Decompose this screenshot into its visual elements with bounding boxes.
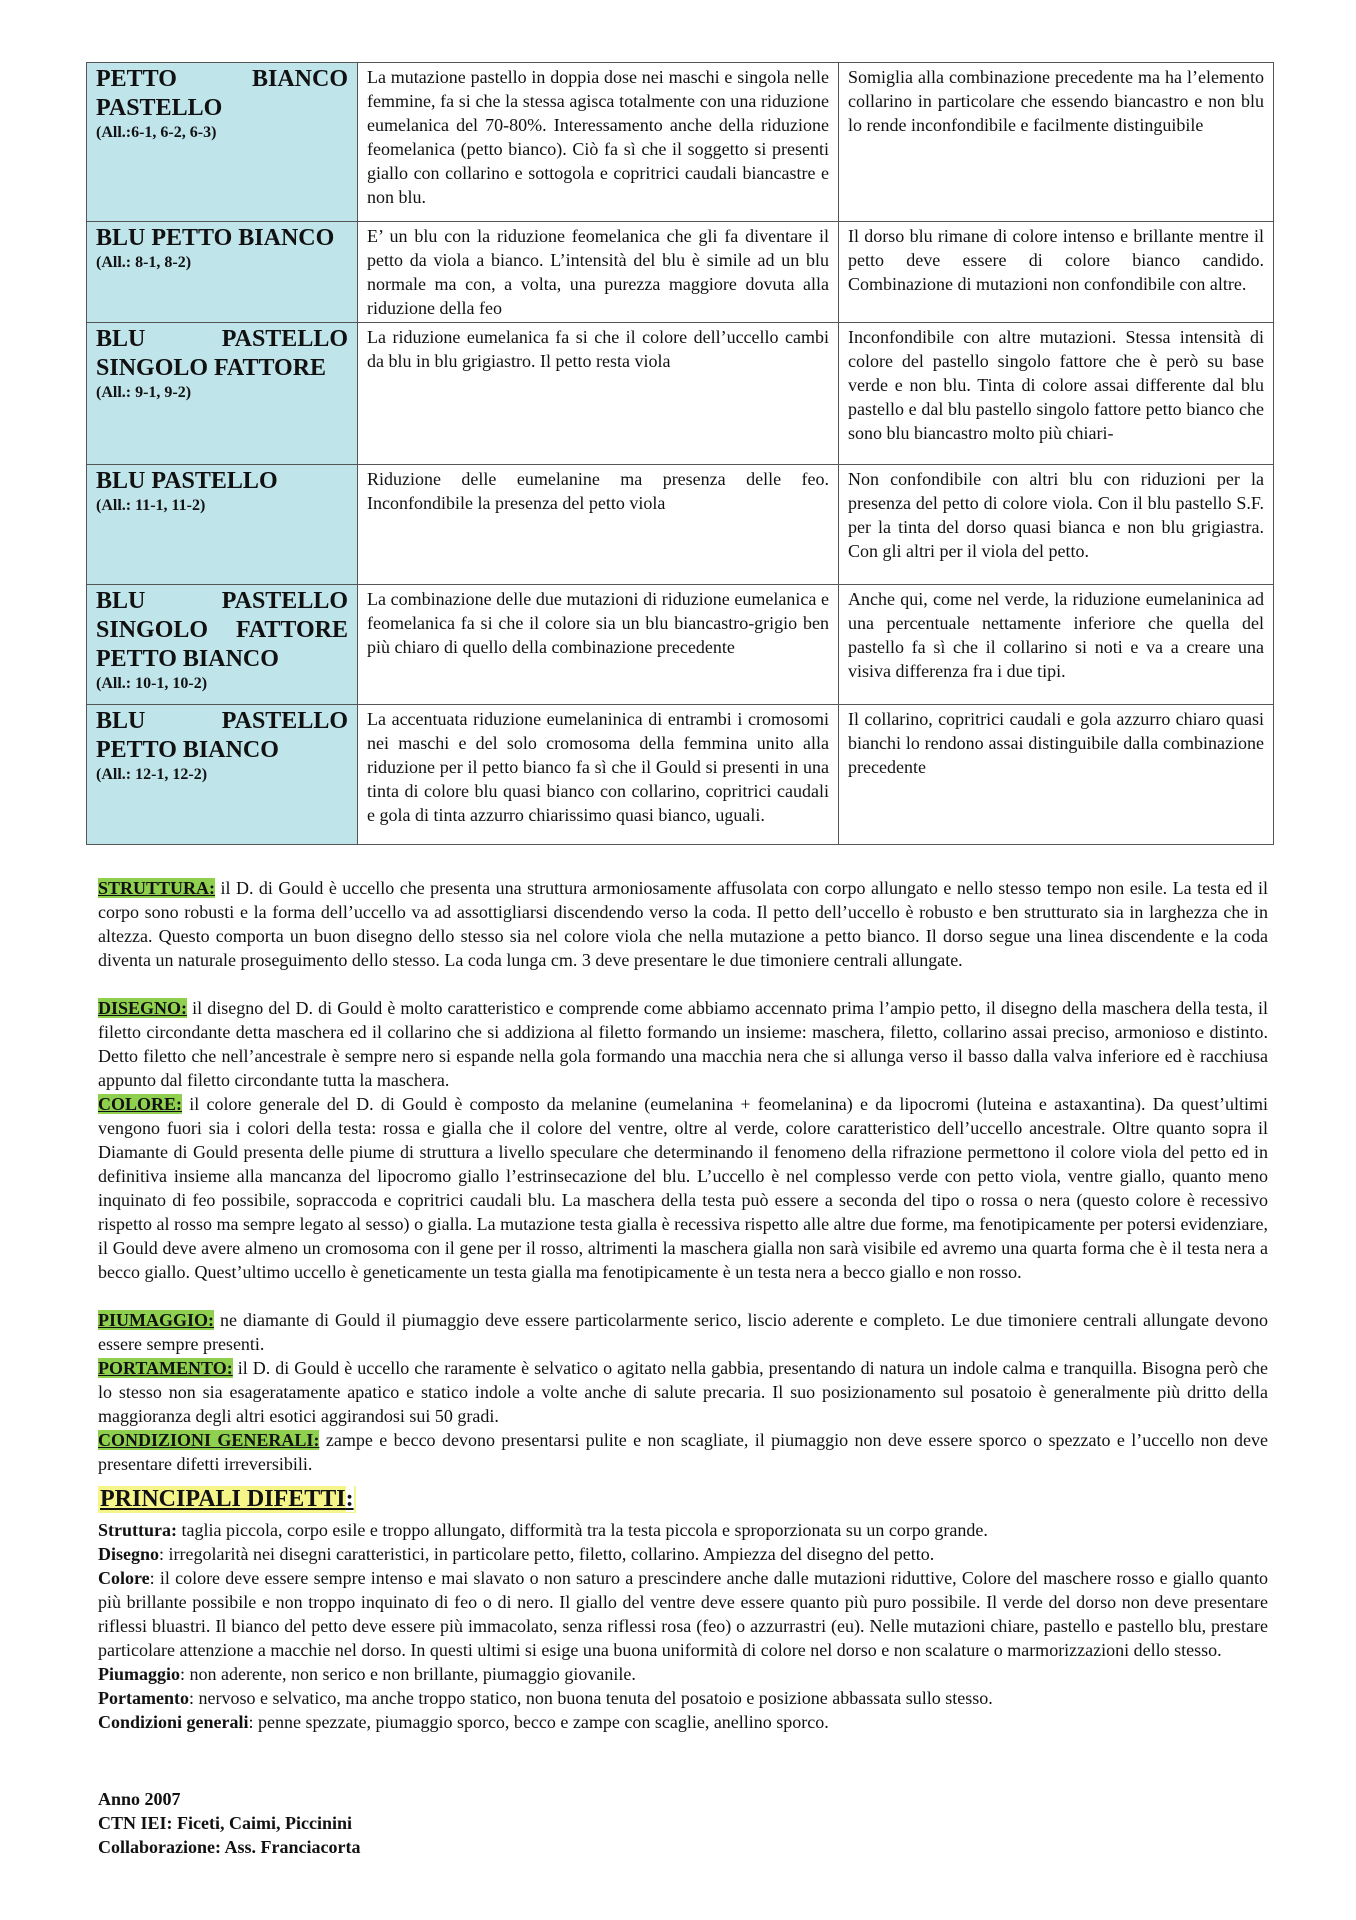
mutation-name: BLU PASTELLO SINGOLO FATTORE PETTO BIANCO bbox=[96, 588, 348, 672]
mutation-name: BLU PASTELLO PETTO BIANCO bbox=[96, 708, 348, 763]
list-item bbox=[98, 1518, 1268, 1542]
table-row bbox=[87, 585, 1274, 705]
mutation-note: Anche qui, come nel verde, la riduzione eumelaninica ad una percentuale nettamente inferiore che quella del pastello fa sì che il collarino si noti e va a creare una visiva differenza fra i due tipi. bbox=[839, 585, 1274, 705]
mutation-name-cell bbox=[87, 222, 358, 323]
mutation-name: BLU PASTELLO bbox=[96, 468, 278, 494]
mutation-description: La combinazione delle due mutazioni di riduzione eumelanica e feomelanica fa si che il colore sia un blu biancastro-grigio ben più chiaro di quello della combinazione precedente bbox=[358, 585, 839, 705]
section-piumaggio bbox=[98, 1308, 1268, 1356]
mutation-allegati: (All.: 12-1, 12-2) bbox=[96, 766, 208, 783]
table-row bbox=[87, 465, 1274, 585]
mutation-note: Inconfondibile con altre mutazioni. Stessa intensità di colore del pastello singolo fattore che è però su base verde e non blu. Tinta di colore assai differente dal blu pastello e dal blu pastello singolo fattore petto bianco che sono blu biancastro molto più chiari- bbox=[839, 323, 1274, 465]
mutation-name-cell bbox=[87, 63, 358, 222]
section-tag-colore: COLORE: bbox=[98, 1094, 183, 1114]
difetto-label: Condizioni generali bbox=[98, 1712, 249, 1732]
list-item bbox=[98, 1566, 1268, 1662]
mutation-name-cell bbox=[87, 585, 358, 705]
section-tag-condizioni: CONDIZIONI GENERALI: bbox=[98, 1430, 320, 1450]
difetto-text: : non aderente, non serico e non brillante, piumaggio giovanile. bbox=[180, 1664, 636, 1684]
section-colore bbox=[98, 1092, 1268, 1284]
difetto-text: : il colore deve essere sempre intenso e mai slavato o non saturo a prescindere anche dalle mutazioni riduttive, Colore del maschere rosso e giallo quanto più brillante possibile e non troppo inquinato di feo o di nero. Il giallo del ventre deve essere quanto più puro possibile. Il verde del dorso non deve presentare riflessi bluastri. Il bianco del petto deve essere più immacolato, senza riflessi rosa (feo) o azzurrastri (eu). Nelle mutazioni chiare, pastello e pastello blu, prestare particolare attenzione a macchie nel dorso. In questi ultimi si esige una buona uniformità di colore nel dorso e non scalature o marmorizzazioni dello stesso. bbox=[98, 1568, 1268, 1660]
list-item bbox=[98, 1662, 1268, 1686]
section-text-portamento: il D. di Gould è uccello che raramente è selvatico o agitato nella gabbia, presentando di natura un indole calma e tranquilla. Bisogna però che lo stesso non sia esageratamente apatico e statico indole a volte anche di salute precaria. Il suo posizionamento sul posatoio è generalmente più dritto della maggioranza degli altri esotici aggirandosi sui 50 gradi. bbox=[98, 1358, 1268, 1426]
footer-year: Anno 2007 bbox=[98, 1789, 181, 1809]
section-condizioni bbox=[98, 1428, 1268, 1476]
section-tag-piumaggio: PIUMAGGIO: bbox=[98, 1310, 214, 1330]
mutation-allegati: (All.: 11-1, 11-2) bbox=[96, 497, 206, 514]
difetto-text: taglia piccola, corpo esile e troppo allungato, difformità tra la testa piccola e sproporzionata su un corpo grande. bbox=[177, 1520, 988, 1540]
section-portamento bbox=[98, 1356, 1268, 1428]
difetti-title: PRINCIPALI DIFETTI bbox=[100, 1486, 346, 1512]
mutation-name: PETTO BIANCO PASTELLO bbox=[96, 66, 348, 121]
section-tag-portamento: PORTAMENTO: bbox=[98, 1358, 233, 1378]
footer-ctn: CTN IEI: Ficeti, Caimi, Piccinini bbox=[98, 1813, 352, 1833]
mutation-description: La riduzione eumelanica fa si che il colore dell’uccello cambi da blu in blu grigiastro. Il petto resta viola bbox=[358, 323, 839, 465]
mutation-name: BLU PASTELLO SINGOLO FATTORE bbox=[96, 326, 348, 381]
mutation-name: BLU PETTO BIANCO bbox=[96, 225, 335, 251]
section-tag-disegno: DISEGNO: bbox=[98, 998, 188, 1018]
mutation-allegati: (All.: 9-1, 9-2) bbox=[96, 384, 192, 401]
footer bbox=[98, 1787, 360, 1859]
section-text-colore: il colore generale del D. di Gould è composto da melanine (eumelanina + feomelanina) e da lipocromi (luteina e astaxantina). Da quest’ultimi vengono fuori sia i colori della testa: rossa e gialla che il colore del ventre, oltre al verde, colore caratteristico dell’uccello ancestrale. Oltre quanto sopra il Diamante di Gould presenta delle piume di struttura a livello speculare che determinando il fenomeno della rifrazione permettono il colore viola del petto ed in definitiva insieme alla mancanza del lipocromo giallo l’estrinsecazione del blu. L’uccello è nel complesso verde con petto viola, ventre giallo, quanto meno inquinato di feo possibile, sopraccoda e copritrici caudali blu. La maschera della testa può essere a seconda del tipo o rossa o nera (questo colore è recessivo rispetto al rosso ma sempre legato al sesso) o gialla. La mutazione testa gialla è recessiva rispetto alle altre due forme, ma fenotipicamente per potersi evidenziare, il Gould deve avere almeno un cromosoma con il gene per il rosso, altrimenti la maschera gialla non sarà visibile ed avremo una quarta forma che è il testa nera a becco giallo. Quest’ultimo uccello è geneticamente un testa gialla ma fenotipicamente è un testa nera a becco giallo e non rosso. bbox=[98, 1094, 1268, 1282]
difetto-label: Disegno bbox=[98, 1544, 160, 1564]
table-row bbox=[87, 323, 1274, 465]
section-text-condizioni: zampe e becco devono presentarsi pulite e non scagliate, il piumaggio non deve essere sporco o spezzato e l’uccello non deve presentare difetti irreversibili. bbox=[98, 1430, 1268, 1474]
difetto-text: : penne spezzate, piumaggio sporco, becco e zampe con scaglie, anellino sporco. bbox=[248, 1712, 829, 1732]
difetti-heading bbox=[98, 1486, 356, 1513]
list-item bbox=[98, 1686, 1268, 1710]
mutation-allegati: (All.: 10-1, 10-2) bbox=[96, 675, 208, 692]
list-item bbox=[98, 1710, 1268, 1734]
mutation-name-cell bbox=[87, 323, 358, 465]
mutation-allegati: (All.:6-1, 6-2, 6-3) bbox=[96, 124, 217, 141]
mutation-description: E’ un blu con la riduzione feomelanica che gli fa diventare il petto da viola a bianco. L’intensità del blu è simile ad un blu normale ma con, a volta, una purezza maggiore dovuta alla riduzione della feo bbox=[358, 222, 839, 323]
table-row bbox=[87, 705, 1274, 845]
difetto-text: : irregolarità nei disegni caratteristici, in particolare petto, filetto, collarino. Ampiezza del disegno del petto. bbox=[159, 1544, 935, 1564]
difetti-title-suffix: : bbox=[345, 1486, 354, 1512]
mutation-description: La accentuata riduzione eumelaninica di entrambi i cromosomi nei maschi e del solo cromosoma della femmina unito alla riduzione per il petto bianco fa sì che il Gould si presenti in una tinta di colore blu quasi bianco con collarino, copritrici caudali e gola di tinta azzurro chiarissimo quasi bianco, uguali. bbox=[358, 705, 839, 845]
table-row bbox=[87, 63, 1274, 222]
mutation-name-cell bbox=[87, 705, 358, 845]
table-row bbox=[87, 222, 1274, 323]
list-item bbox=[98, 1542, 1268, 1566]
section-text-struttura: il D. di Gould è uccello che presenta una struttura armoniosamente affusolata con corpo allungato e nello stesso tempo non esile. La testa ed il corpo sono robusti e la forma dell’uccello va ad assottigliarsi discendendo verso la coda. Il petto dell’uccello è robusto e ben strutturato sia in larghezza che in altezza. Questo comporta un buon disegno dello stesso sia nel colore viola che nella mutazione a petto bianco. Il dorso segue una linea discendente e la coda diventa un naturale proseguimento dello stesso. La coda lunga cm. 3 deve presentare le due timoniere centrali allungate. bbox=[98, 878, 1268, 970]
mutation-allegati: (All.: 8-1, 8-2) bbox=[96, 254, 192, 271]
difetto-label: Piumaggio bbox=[98, 1664, 181, 1684]
difetto-label: Colore bbox=[98, 1568, 150, 1588]
difetto-text: : nervoso e selvatico, ma anche troppo statico, non buona tenuta del posatoio e posizione abbassata sullo stesso. bbox=[188, 1688, 993, 1708]
mutation-note: Somiglia alla combinazione precedente ma ha l’elemento collarino in particolare che essendo biancastro e non blu lo rende inconfondibile e facilmente distinguibile bbox=[839, 63, 1274, 222]
section-tag-struttura: STRUTTURA: bbox=[98, 878, 216, 898]
mutations-table bbox=[86, 62, 1274, 845]
section-struttura bbox=[98, 876, 1268, 972]
mutations-table-container bbox=[86, 62, 1274, 845]
section-text-disegno: il disegno del D. di Gould è molto caratteristico e comprende come abbiamo accennato prima l’ampio petto, il disegno della maschera della testa, il filetto circondante detta maschera ed il collarino che si addiziona al filetto formando un insieme: maschera, filetto, collarino assai preciso, armonioso e distinto. Detto filetto che nell’ancestrale è sempre nero si espande nella gola formando una macchia nera che si allunga verso il basso dalla valva inferiore ed è racchiusa appunto dal filetto circondante tutta la maschera. bbox=[98, 998, 1268, 1090]
mutation-note: Il collarino, copritrici caudali e gola azzurro chiaro quasi bianchi lo rendono assai distinguibile dalla combinazione precedente bbox=[839, 705, 1274, 845]
difetto-label: Struttura: bbox=[98, 1520, 177, 1540]
mutation-note: Non confondibile con altri blu con riduzioni per la presenza del petto di colore viola. Con il blu pastello S.F. per la tinta del dorso quasi bianca e non blu grigiastra. Con gli altri per il viola del petto. bbox=[839, 465, 1274, 585]
section-disegno bbox=[98, 996, 1268, 1092]
section-text-piumaggio: ne diamante di Gould il piumaggio deve essere particolarmente serico, liscio aderente e completo. Le due timoniere centrali allungate devono essere sempre presenti. bbox=[98, 1310, 1268, 1354]
mutation-description: Riduzione delle eumelanine ma presenza delle feo. Inconfondibile la presenza del petto viola bbox=[358, 465, 839, 585]
footer-collab: Collaborazione: Ass. Franciacorta bbox=[98, 1837, 361, 1857]
difetto-label: Portamento bbox=[98, 1688, 189, 1708]
mutation-name-cell bbox=[87, 465, 358, 585]
mutation-description: La mutazione pastello in doppia dose nei maschi e singola nelle femmine, fa si che la stessa agisca totalmente con una riduzione eumelanica del 70-80%. Interessamento anche della riduzione feomelanica (petto bianco). Ciò fa sì che il soggetto si presenti giallo con collarino e sottogola e copritrici caudali biancastre e non blu. bbox=[358, 63, 839, 222]
difetti-list bbox=[98, 1518, 1268, 1734]
mutation-note: Il dorso blu rimane di colore intenso e brillante mentre il petto deve essere di colore bianco candido. Combinazione di mutazioni non confondibile con altre. bbox=[839, 222, 1274, 323]
